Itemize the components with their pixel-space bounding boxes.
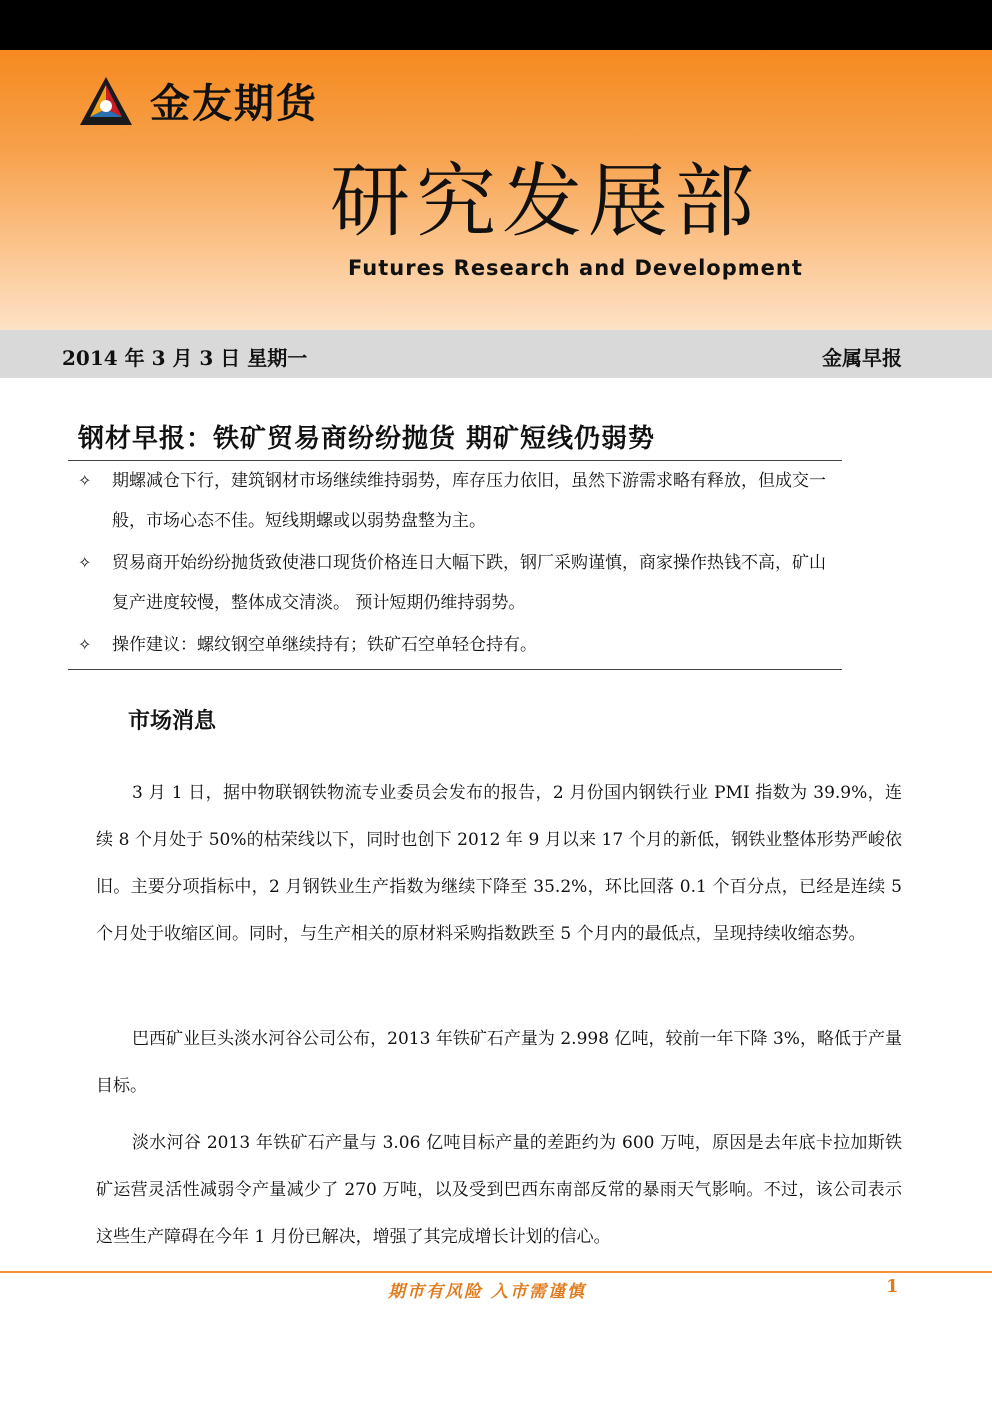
news-paragraph: 3 月 1 日，据中物联钢铁物流专业委员会发布的报告，2 月份国内钢铁行业 PMI 指数为 39.9%，连续 8 个月处于 50%的枯荣线以下，同时也创下 2012 年 9 月以来 17 个月的新低，钢铁业整体形势严峻依旧。主要分项指标中，2 月钢铁业生产指数为继续下降至 35.2%，环比回落 0.1 个百分点，已经是连续 5 个月处于收缩区间。同时，与生产相关的原材料采购指数跌至 5 个月内的最低点，呈现持续收缩态势。 <box>96 783 902 944</box>
summary-item <box>78 543 837 623</box>
summary-box <box>68 460 842 670</box>
summary-text: 贸易商开始纷纷抛货致使港口现货价格连日大幅下跌，钢厂采购谨慎，商家操作热钱不高，矿山复产进度较慢，整体成交清淡。 预计短期仍维持弱势。 <box>112 553 826 613</box>
triangle-logo-icon <box>78 75 134 127</box>
diamond-bullet-icon: ✧ <box>78 635 92 654</box>
summary-item <box>78 625 837 665</box>
top-black-bar <box>0 0 992 50</box>
summary-text: 期螺减仓下行，建筑钢材市场继续维持弱势，库存压力依旧，虽然下游需求略有释放，但成交一般，市场心态不佳。短线期螺或以弱势盘整为主。 <box>112 471 826 531</box>
news-paragraph: 淡水河谷 2013 年铁矿石产量与 3.06 亿吨目标产量的差距约为 600 万吨，原因是去年底卡拉加斯铁矿运营灵活性减弱令产量减少了 270 万吨，以及受到巴西东南部反常的暴雨天气影响。不过，该公司表示这些生产障碍在今年 1 月份已解决，增强了其完成增长计划的信心。 <box>96 1133 902 1247</box>
company-name: 金友期货 <box>150 81 318 127</box>
page-number: 1 <box>886 1276 899 1297</box>
header-banner <box>0 50 992 330</box>
department-title-cn: 研究发展部 <box>330 155 760 248</box>
news-paragraph: 巴西矿业巨头淡水河谷公司公布，2013 年铁矿石产量为 2.998 亿吨，较前一年下降 3%，略低于产量目标。 <box>96 1029 902 1096</box>
department-title-en: Futures Research and Development <box>348 256 803 280</box>
report-type: 金属早报 <box>822 346 902 370</box>
summary-item <box>78 461 837 541</box>
summary-text: 操作建议：螺纹钢空单继续持有；铁矿石空单轻仓持有。 <box>112 635 537 655</box>
report-headline: 钢材早报：铁矿贸易商纷纷抛货 期矿短线仍弱势 <box>78 424 656 454</box>
section-title: 市场消息 <box>128 708 217 734</box>
company-logo <box>78 72 318 129</box>
footer-divider <box>0 1271 992 1273</box>
report-date: 2014 年 3 月 3 日 星期一 <box>62 346 308 370</box>
risk-motto: 期市有风险 入市需谨慎 <box>388 1282 586 1302</box>
diamond-bullet-icon: ✧ <box>78 553 92 572</box>
date-bar <box>0 330 992 378</box>
diamond-bullet-icon: ✧ <box>78 471 92 490</box>
